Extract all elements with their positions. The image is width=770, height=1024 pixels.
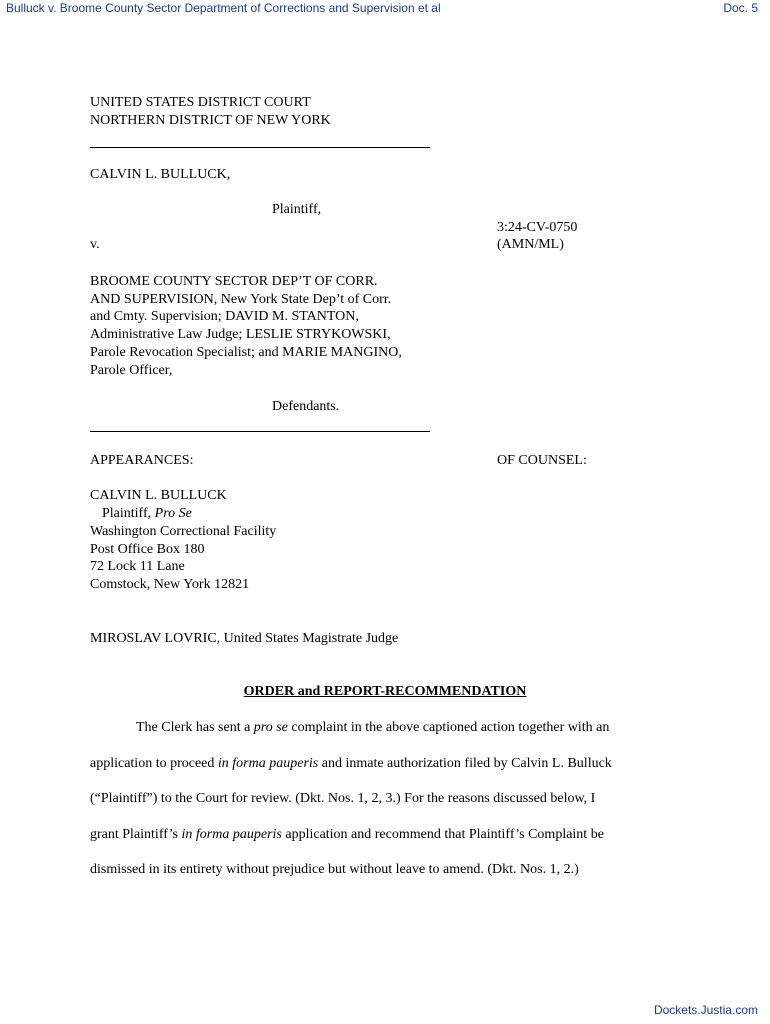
defendants-line: AND SUPERVISION, New York State Dep’t of Corr.	[90, 292, 392, 307]
defendants-line: BROOME COUNTY SECTOR DEP’T OF CORR.	[90, 274, 378, 289]
body-line-1: The Clerk has sent a pro se complaint in the above captioned action together with an	[136, 720, 610, 735]
plaintiff-name: CALVIN L. BULLUCK,	[90, 167, 231, 182]
appearance-role: Plaintiff, Pro Se	[102, 506, 192, 521]
defendants-role: Defendants.	[272, 399, 340, 414]
judge-initials: (AMN/ML)	[497, 237, 564, 252]
appearance-name: CALVIN L. BULLUCK	[90, 488, 227, 503]
body-line-4: grant Plaintiff’s in forma pauperis application and recommend that Plaintiff’s Complaint be	[90, 827, 604, 842]
caption-divider-top	[90, 147, 430, 148]
defendants-line: Parole Revocation Specialist; and MARIE MANGINO,	[90, 345, 402, 360]
defendants-line: and Cmty. Supervision; DAVID M. STANTON,	[90, 309, 359, 324]
court-name: UNITED STATES DISTRICT COURT	[90, 95, 311, 110]
caption-divider-bottom	[90, 431, 430, 432]
of-counsel-heading: OF COUNSEL:	[497, 453, 587, 468]
doc-number: Doc. 5	[723, 1, 758, 15]
address-line: Post Office Box 180	[90, 542, 205, 557]
defendants-line: Parole Officer,	[90, 363, 173, 378]
plaintiff-role: Plaintiff,	[272, 202, 322, 217]
case-number: 3:24-CV-0750	[497, 220, 578, 235]
magistrate-judge: MIROSLAV LOVRIC, United States Magistrate Judge	[90, 631, 399, 646]
court-district: NORTHERN DISTRICT OF NEW YORK	[90, 113, 331, 128]
body-line-5: dismissed in its entirety without prejudice but without leave to amend. (Dkt. Nos. 1, 2.)	[90, 862, 579, 877]
case-title-header[interactable]: Bulluck v. Broome County Sector Department of Corrections and Supervision et al	[6, 1, 441, 15]
address-line: Washington Correctional Facility	[90, 524, 277, 539]
justia-footer-link[interactable]: Dockets.Justia.com	[653, 1003, 758, 1017]
body-line-3: (“Plaintiff”) to the Court for review. (Dkt. Nos. 1, 2, 3.) For the reasons discussed below, I	[90, 791, 596, 806]
appearances-heading: APPEARANCES:	[90, 453, 194, 468]
body-line-2: application to proceed in forma pauperis and inmate authorization filed by Calvin L. Bulluck	[90, 756, 612, 771]
address-line: 72 Lock 11 Lane	[90, 559, 185, 574]
versus: v.	[90, 237, 100, 252]
pro-se-italic: Pro Se	[154, 506, 192, 521]
defendants-line: Administrative Law Judge; LESLIE STRYKOWSKI,	[90, 327, 391, 342]
address-line: Comstock, New York 12821	[90, 577, 250, 592]
order-title: ORDER and REPORT-RECOMMENDATION	[243, 684, 527, 699]
